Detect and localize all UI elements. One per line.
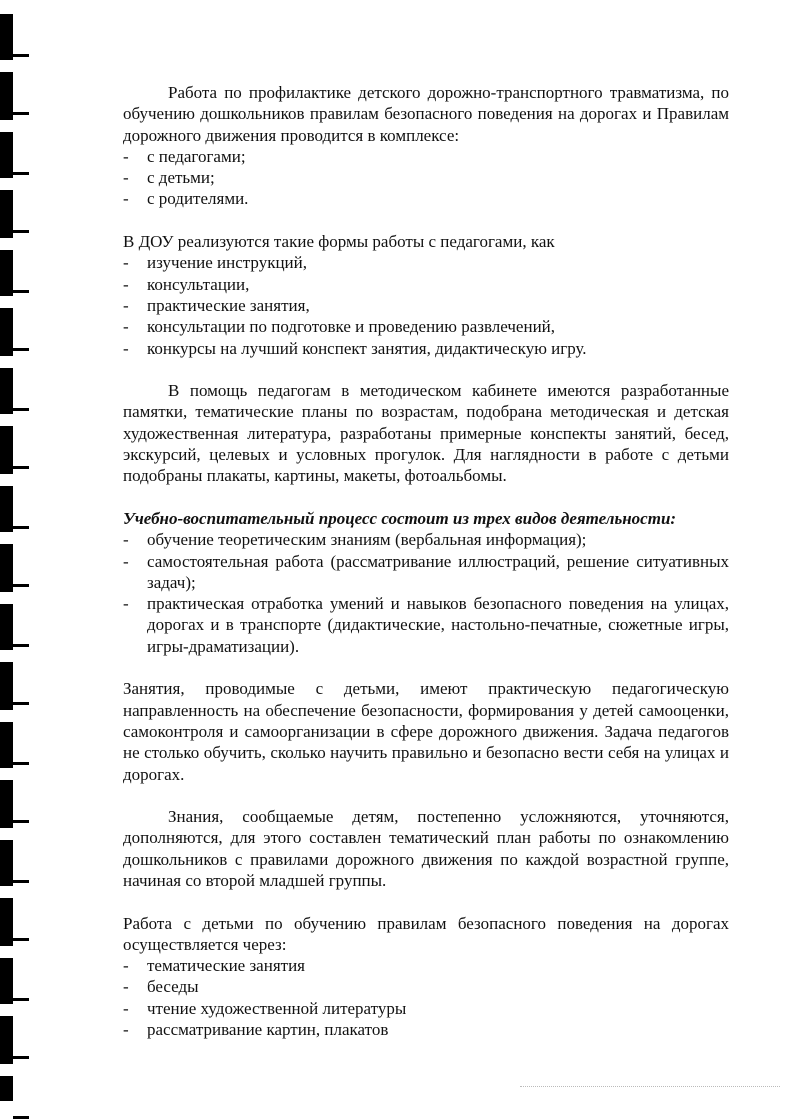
bullet-dash: - [123, 146, 129, 166]
bullet-dash: - [123, 594, 129, 614]
binding-mark [0, 840, 13, 886]
list-item: - с родителями. [123, 189, 249, 209]
bullet-dash: - [123, 295, 129, 315]
bullet-dash: - [123, 551, 129, 571]
bullet-dash: - [123, 168, 129, 188]
binding-mark [0, 250, 13, 296]
list-item: - самостоятельная работа (рассматривание иллюстраций, решение ситуативных задач); [123, 551, 729, 592]
binding-mark [0, 898, 13, 946]
binding-mark [0, 1016, 13, 1064]
binding-mark [0, 780, 13, 828]
intro-paragraph: Работа по профилактике детского дорожно-транспортного травматизма, по обучению дошкольников правилам безопасного поведения на дорогах и Правилам дорожного движения проводится в комплексе: [123, 83, 729, 145]
bullet-dash: - [123, 317, 129, 337]
list-item: - обучение теоретическим знаниям (вербальная информация); [123, 530, 587, 550]
list-item: - практическая отработка умений и навыков безопасного поведения на улицах, дорогах и в транспорте (дидактические, настольно-печатные, сюжетные игры, игры-драматизации). [123, 594, 729, 656]
binding-mark [0, 662, 13, 710]
bullet-dash: - [123, 998, 129, 1018]
list-item: - чтение художественной литературы [123, 998, 407, 1018]
bullet-dash: - [123, 956, 129, 976]
bullet-dash: - [123, 530, 129, 550]
binding-mark [0, 190, 13, 238]
list-item: - с педагогами; [123, 146, 246, 166]
bullet-dash: - [123, 253, 129, 273]
help-paragraph: В помощь педагогам в методическом кабинете имеются разработанные памятки, тематические планы по возрастам, подобрана методическая и детская художественная литература, разработаны примерные конспекты занятий, бесед, экскурсий, целевых и условных прогулок. Для наглядности в работе с детьми подобраны плакаты, картины, макеты, фотоальбомы. [123, 381, 729, 486]
binding-mark [0, 14, 13, 60]
list-item: - консультации по подготовке и проведению развлечений, [123, 317, 556, 337]
binding-mark [0, 1076, 13, 1101]
scan-artifact-line [520, 1086, 780, 1087]
bullet-dash: - [123, 977, 129, 997]
work-paragraph: Работа с детьми по обучению правилам безопасного поведения на дорогах осуществляется через: [123, 913, 729, 954]
list-item: - консультации, [123, 274, 250, 294]
binding-mark [0, 604, 13, 650]
bullet-dash: - [123, 189, 129, 209]
knowledge-paragraph: Знания, сообщаемые детям, постепенно усложняются, уточняются, дополняются, для этого составлен тематический план работы по ознакомлению дошкольников с правилами дорожного движения по каждой возрастной группе, начиная со второй младшей группы. [123, 807, 729, 890]
lessons-paragraph: Занятия, проводимые с детьми, имеют практическую педагогическую направленность на обеспечение безопасности, формирования у детей самооценки, самоконтроля и самоорганизации в сфере дорожного движения. Задача педагогов не столько обучить, сколько научить правильно и безопасно вести себя на улицах и дорогах. [123, 679, 729, 784]
list-item: - практические занятия, [123, 295, 310, 315]
binding-mark [0, 486, 13, 532]
list-item: - беседы [123, 977, 199, 997]
list-item: - тематические занятия [123, 956, 305, 976]
forms-paragraph: В ДОУ реализуются такие формы работы с педагогами, как [123, 232, 555, 252]
binding-mark [0, 544, 13, 592]
binding-mark [0, 132, 13, 178]
document-page [123, 82, 729, 1040]
binding-mark [0, 958, 13, 1004]
bullet-dash: - [123, 1020, 129, 1040]
binding-mark [0, 308, 13, 356]
list-item: - изучение инструкций, [123, 253, 307, 273]
binding-mark [0, 368, 13, 414]
binding-mark [0, 722, 13, 768]
list-item: - с детьми; [123, 168, 215, 188]
binding-mark [0, 72, 13, 120]
binding-strip [0, 0, 40, 1101]
binding-mark [0, 426, 13, 474]
section-heading: Учебно-воспитательный процесс состоит из трех видов деятельности: [123, 508, 677, 528]
bullet-dash: - [123, 338, 129, 358]
list-item: - рассматривание картин, плакатов [123, 1020, 389, 1040]
list-item: - конкурсы на лучший конспект занятия, дидактическую игру. [123, 338, 587, 358]
bullet-dash: - [123, 274, 129, 294]
